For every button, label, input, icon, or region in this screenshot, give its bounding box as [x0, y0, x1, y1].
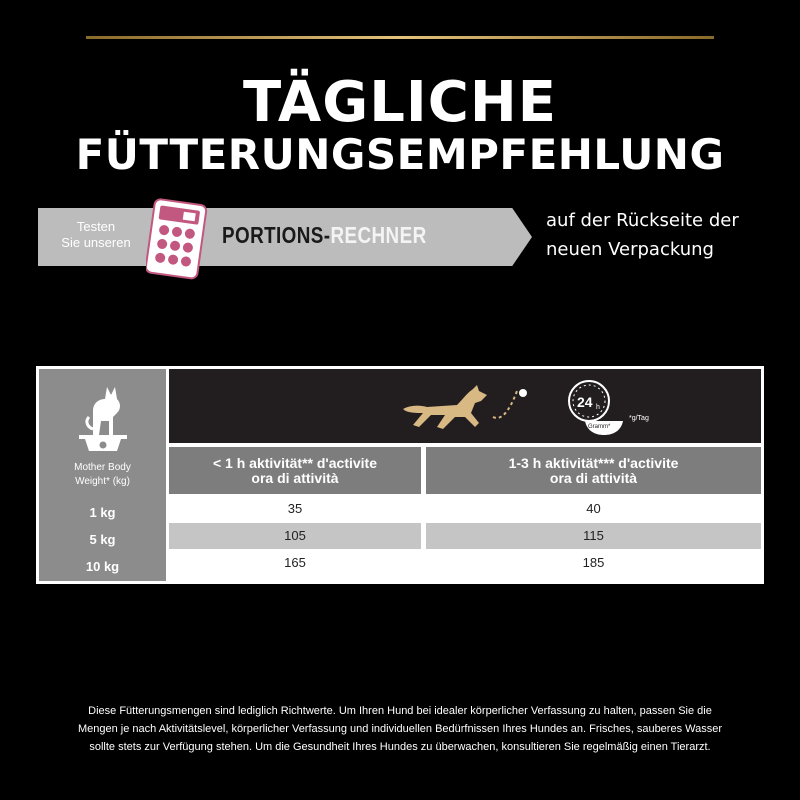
cell-1kg-low: 35 [169, 496, 421, 522]
cell-10kg-high: 185 [426, 550, 761, 576]
column-header-low-activity [169, 447, 421, 494]
disclaimer-line1: Diese Fütterungsmengen sind lediglich Richtwerte. Um Ihren Hund bei idealer körperlicher Verfassung zu halten, passen Sie die [88, 705, 712, 717]
cell-5kg-high: 115 [426, 523, 761, 549]
feeding-table [36, 366, 764, 584]
banner-intro-line1: Testen [76, 219, 116, 234]
running-dog-icon [397, 379, 537, 439]
column-header-low-line1: < 1 h aktivität** d'activite [212, 454, 377, 471]
clock-24h-icon [561, 377, 623, 441]
gram-per-day-label: *g/Tag [629, 415, 649, 422]
column-header-high-activity [426, 447, 761, 494]
banner-side-line2: neuen Verpackung [546, 239, 714, 260]
weight-header [39, 461, 166, 489]
banner-side-line1: auf der Rückseite der [546, 210, 739, 231]
weight-column [39, 369, 166, 581]
banner-intro-text [46, 219, 146, 251]
disclaimer-text [40, 702, 760, 756]
column-header-low-line2: ora di attività [251, 469, 339, 486]
page-title-line1: TÄGLICHE [243, 70, 557, 135]
clock-h-text: h [596, 404, 600, 411]
column-header-high-line2: ora di attività [549, 469, 638, 486]
disclaimer-line3: sollte stets zur Verfügung stehen. Um die Gesundheit Ihres Hundes zu überwachen, konsultieren Sie regelmäßig einen Tierarzt. [89, 741, 711, 753]
weight-label-row3: 10 kg [85, 559, 120, 574]
portions-rechner-label [222, 222, 427, 249]
cell-10kg-low: 165 [169, 550, 421, 576]
dog-on-scale-icon [63, 381, 143, 453]
weight-label-row2: 5 kg [89, 532, 116, 547]
ball-icon [519, 389, 527, 397]
disclaimer-line2: Mengen je nach Aktivitätslevel, körperlicher Verfassung und individuellen Bedürfnissen Ihres Hundes an. Frisches, sauberes Wasser [77, 723, 723, 735]
weight-header-line1: Mother Body [74, 462, 131, 473]
cell-5kg-low: 105 [169, 523, 421, 549]
column-header-high-line1: 1-3 h aktivität*** d'activite [508, 454, 679, 471]
weight-label-row1: 1 kg [89, 505, 116, 520]
gold-divider [86, 36, 714, 39]
banner-intro-line2: Sie unseren [61, 235, 131, 250]
clock-24-text: 24 [577, 394, 593, 410]
rechner-label-light: RECHNER [330, 222, 427, 248]
page-title-line2: FÜTTERUNGSEMPFEHLUNG [75, 130, 725, 179]
cell-1kg-high: 40 [426, 496, 761, 522]
gramm-label: Gramm* [588, 424, 611, 430]
portions-label-dark: PORTIONS- [222, 222, 331, 248]
calculator-icon [146, 198, 208, 280]
activity-icon-header [169, 369, 761, 443]
weight-header-line2: Weight* (kg) [75, 476, 130, 487]
banner-side-text [546, 206, 786, 264]
